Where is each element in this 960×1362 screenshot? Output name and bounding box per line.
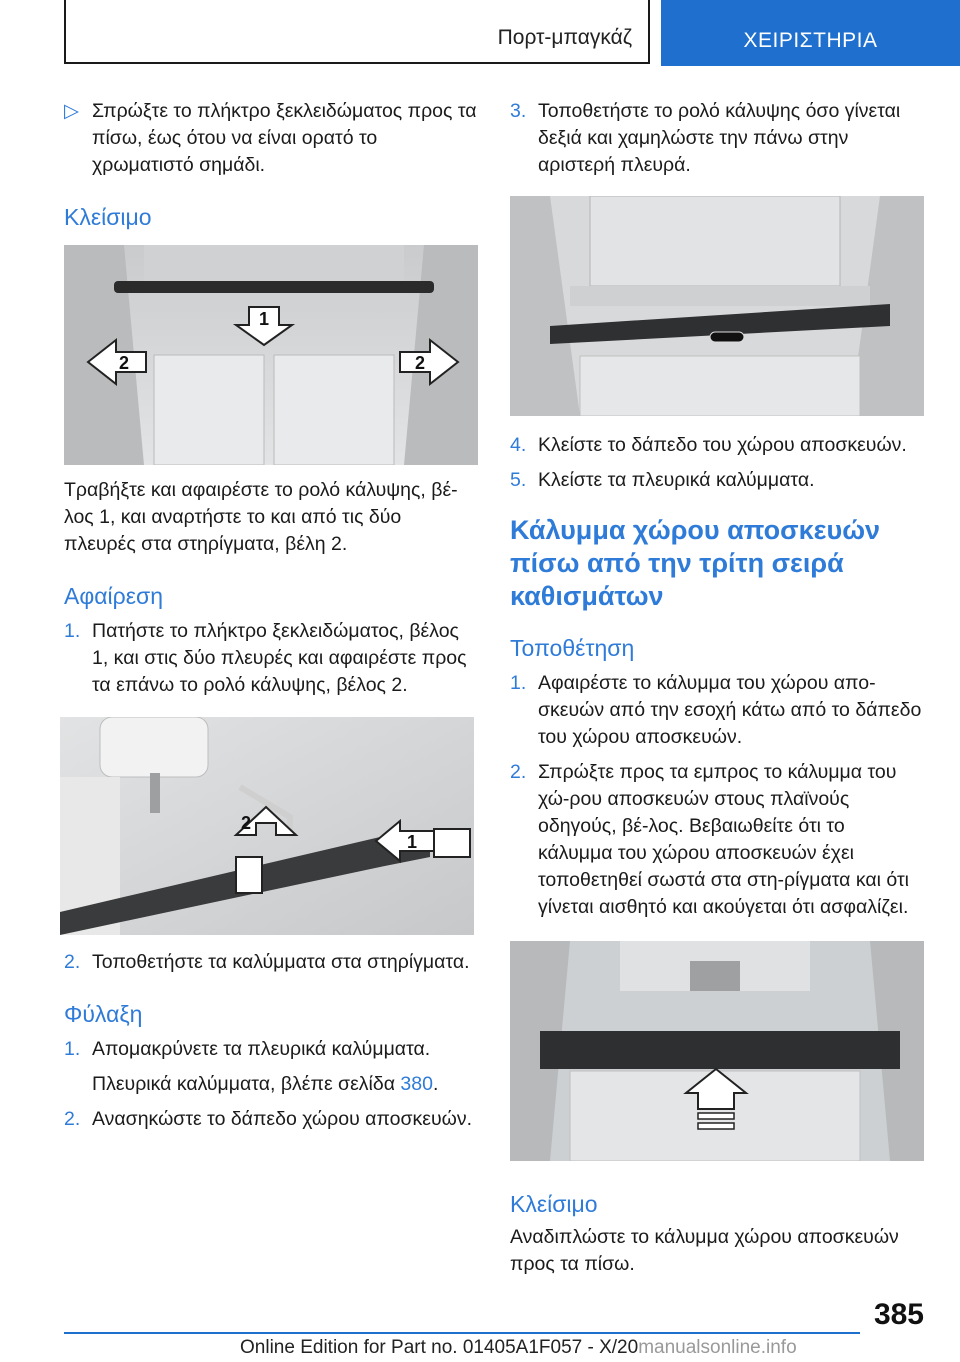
figure-label-2-right: 2 [414,353,426,373]
steps-b [510,432,924,494]
figure-label-2: 2 [240,813,252,833]
figure-roller-cover-placement [510,196,924,416]
removal-steps-cont [64,949,478,976]
list-item: 1. Πατήστε το πλήκτρο ξεκλειδώματος, βέλος 1, και στις δύο πλευρές και αφαιρέστε προς τα επάνω το ρολό κάλυψης, βέλος 2. [64,620,467,696]
storage-steps [64,1036,478,1133]
storage-heading: Φύλαξη [64,1001,143,1027]
closing-text-right: Αναδιπλώστε το κάλυμμα χώρου αποσκευών προς τα πίσω. [510,1226,899,1275]
right-column [510,98,924,1278]
list-item: 1. Αφαιρέστε το κάλυμμα του χώρου απο-σκευών από την εσοχή κάτω από το δάπεδο του χώρου αποσκευών. [510,672,922,748]
figure-removal-cover [60,717,474,935]
page-link-380[interactable]: 380 [400,1073,433,1095]
left-column [64,98,478,1133]
figure-label-1: 1 [406,832,418,852]
removal-steps [64,618,478,699]
section-title: Πορτ-μπαγκάζ [497,26,632,49]
watermark: manualsonline.info [638,1337,797,1358]
list-item: 3. Τοποθετήστε το ρολό κάλυψης όσο γίνεται δεξιά και χαμηλώστε την πάνω στην αριστερή πλευρά. [510,100,901,176]
footer-edition: Online Edition for Part no. 01405A1F057 - X/20manualsonline.info [240,1337,797,1358]
triangle-bullet-icon: ▷ [64,100,79,122]
intro-bullet [64,98,478,179]
install-steps [510,670,924,921]
list-item: 4. Κλείστε το δάπεδο του χώρου αποσκευών. [510,434,907,456]
closing-text: Τραβήξτε και αφαιρέστε το ρολό κάλυψης, βέ-λος 1, και αναρτήστε το και από τις δύο πλευρές στα στηρίγματα, βέλη 2. [64,479,458,555]
cover-heading: Κάλυμμα χώρου αποσκευών πίσω από την τρίτη σειρά καθισμάτων [510,515,881,611]
list-item: 5. Κλείστε τα πλευρικά καλύμματα. [510,469,815,491]
list-item: 2. Τοποθετήστε τα καλύμματα στα στηρίγματα. [64,951,470,973]
figure-label-1: 1 [258,309,270,329]
figure-closing-cover [64,245,478,465]
install-heading: Τοποθέτηση [510,635,635,661]
figure-cover-install [510,941,924,1161]
list-item: 2. Σπρώξτε προς τα εμπρος το κάλυμμα του χώ-ρου αποσκευών στους πλαϊνούς οδηγούς, βέ-λος. Βεβαιωθείτε ότι το κάλυμμα του χώρου αποσκευών έχει τοποθετηθεί σωστά στα στη-ρίγματα και ότι γίνεται αισθητό και ακούγεται ότι ασφαλίζει. [510,761,909,918]
figure-label-2-left: 2 [118,353,130,373]
list-item: 1. Απομακρύνετε τα πλευρικά καλύμματα. [64,1038,431,1060]
closing-heading-right: Κλείσιμο [510,1191,598,1217]
removal-heading: Αφαίρεση [64,583,163,609]
section-box [64,0,650,64]
page-header [0,0,960,66]
manual-chapter-tab: ΧΕΙΡΙΣΤΗΡΙΑ [661,0,960,66]
page-number: 385 [873,1298,924,1331]
list-item: 2. Ανασηκώστε το δάπεδο χώρου αποσκευών. [64,1108,473,1130]
storage-reference: Πλευρικά καλύμματα, βλέπε σελίδα 380. [92,1073,439,1095]
intro-text: Σπρώξτε το πλήκτρο ξεκλειδώματος προς τα πίσω, έως ότου να είναι ορατό το χρωματιστό σημάδι. [92,100,477,176]
closing-heading: Κλείσιμο [64,204,152,230]
footer-divider [64,1332,860,1334]
